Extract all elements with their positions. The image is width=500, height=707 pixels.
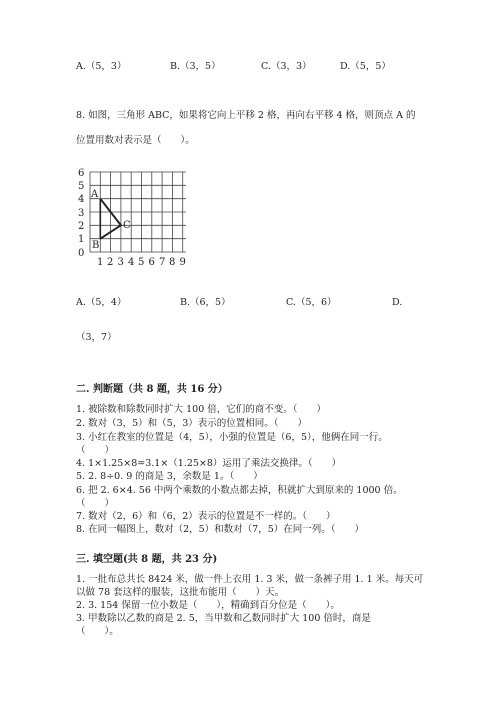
q7-option-c: C.（3，3） <box>261 61 312 72</box>
section-2-line: （ ） <box>76 445 115 456</box>
section-2-line: 6. 把 2. 6×4. 56 中两个乘数的小数点都去掉，积就扩大到原来的 1000 倍。 <box>76 485 403 496</box>
section-2-line: 7. 数对（2，6）和（6，2）表示的位置是不一样的。（ ） <box>76 511 336 522</box>
section-2-line: 1. 被除数和除数同时扩大 100 倍，它们的商不变。（ ） <box>76 404 327 415</box>
section-2-line: 2. 数对（3，5）和（5，3）表示的位置相同。（ ） <box>76 418 308 429</box>
q8-option-c: C.（5，6） <box>286 297 337 308</box>
section-2-line: 3. 小红在教室的位置是（4，5），小强的位置是（6，5），他俩在同一行。 <box>76 432 388 443</box>
q8-text-line1: 8. 如图，三角形 ABC，如果将它向上平移 2 格，再向右平移 4 格，则顶点 A 的 <box>76 110 416 121</box>
q8-option-d: D. <box>392 297 403 308</box>
section-3-heading: 三. 填空题(共 8 题，共 23 分) <box>76 554 218 565</box>
point-b-label: B <box>92 240 100 251</box>
coordinate-grid-figure <box>76 166 196 270</box>
y-tick-label: 1 <box>78 234 85 245</box>
y-tick-label: 2 <box>78 221 85 232</box>
section-2-line: 8. 在同一幅图上，数对（2，5）和数对（7，5）在同一列。（ ） <box>76 524 365 535</box>
q7-option-b: B.（3，5） <box>170 61 221 72</box>
x-tick-label: 3 <box>117 257 124 268</box>
x-tick-label: 5 <box>138 257 145 268</box>
q8-option-a: A.（5，4） <box>76 297 127 308</box>
x-tick-label: 2 <box>107 257 114 268</box>
section-2-line: （ ） <box>76 498 115 509</box>
section-2-heading: 二. 判断题（共 8 题，共 16 分） <box>76 384 228 395</box>
y-tick-label: 3 <box>78 208 85 219</box>
section-3-line: 1. 一批布总共长 8424 米，做一件上衣用 1. 3 米，做一条裤子用 1. 1 米。每天可 <box>76 574 424 585</box>
x-tick-label: 7 <box>159 257 166 268</box>
section-3-line: 3. 甲数除以乙数的商是 2. 5，当甲数和乙数同时扩大 100 倍时，商是 <box>76 613 371 624</box>
point-a-label: A <box>91 189 99 200</box>
section-2-line: 5. 2. 8÷0. 9 的商是 3，余数是 1。（ ） <box>76 471 263 482</box>
section-3-line: 2. 3. 154 保留一位小数是（ ），精确到百分位是（ ）。 <box>76 600 340 611</box>
grid-lines <box>90 172 186 252</box>
x-tick-label: 6 <box>148 257 155 268</box>
x-tick-label: 9 <box>179 257 186 268</box>
y-tick-label: 6 <box>78 168 85 179</box>
x-tick-label: 4 <box>128 257 135 268</box>
q7-option-a: A.（5，3） <box>76 61 127 72</box>
q8-option-b: B.（6，5） <box>180 297 231 308</box>
section-2-line: 4. 1×1.25×8=3.1×（1.25×8）运用了乘法交换律。（ ） <box>76 458 342 469</box>
point-c-label: C <box>123 220 131 231</box>
section-3-line: 以做 78 套这样的服装，这批布能用（ ）天。 <box>76 587 285 598</box>
section-3-line: （ ）。 <box>76 626 119 637</box>
q8-option-d-continued: （3，7） <box>76 332 117 343</box>
y-tick-label: 5 <box>78 181 85 192</box>
y-tick-label: 4 <box>78 194 85 205</box>
x-tick-label: 8 <box>169 257 176 268</box>
q7-option-d: D.（5，5） <box>340 61 391 72</box>
q8-text-line2: 位置用数对表示是（ ）。 <box>76 135 195 146</box>
x-tick-label: 1 <box>97 257 104 268</box>
y-tick-label: 0 <box>78 248 85 259</box>
